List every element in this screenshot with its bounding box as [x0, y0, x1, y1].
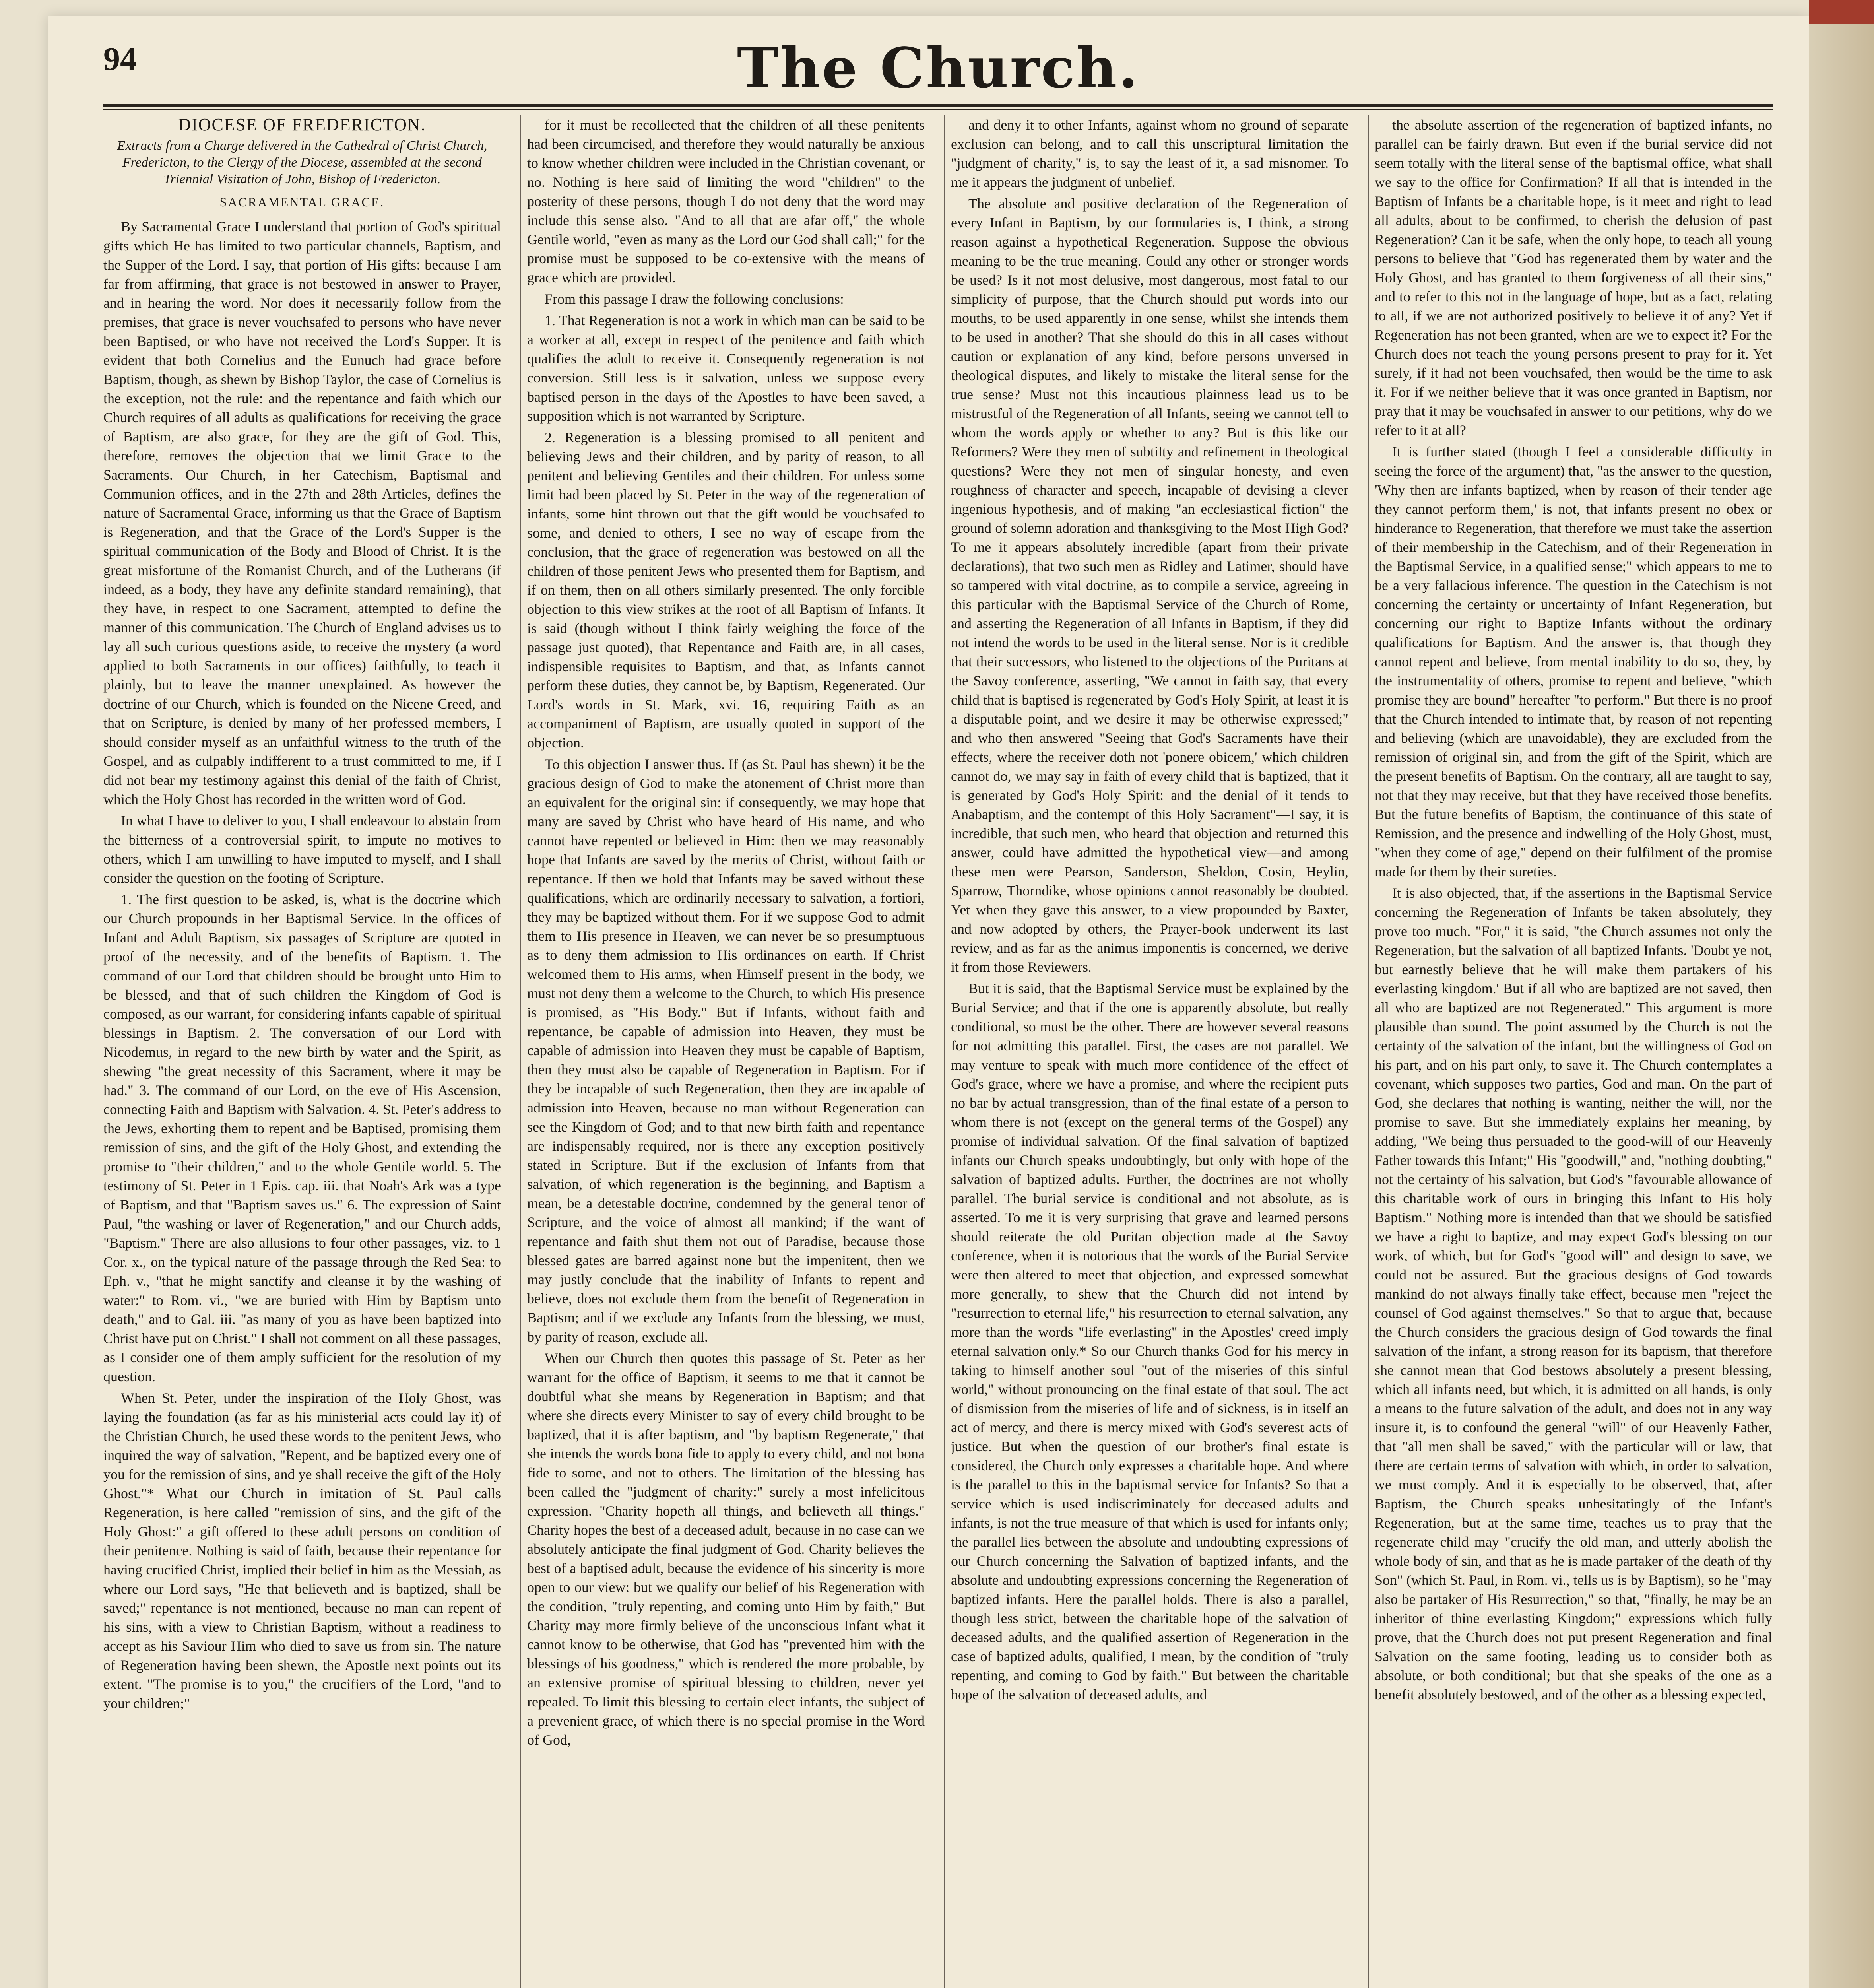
column-divider [1368, 115, 1369, 1988]
header-rule-thin [103, 109, 1773, 110]
column-divider [520, 115, 521, 1988]
article-columns [103, 115, 1773, 1988]
paragraph: When our Church then quotes this passage of St. Peter as her warrant for the office of Baptism, it seems to me that it cannot be doubtful what she means by Regeneration in Baptism; and that where she directs every Minister to say of every child brought to be baptized, that it is after baptism, and "by baptism Regenerate," that she intends the words bona fide to apply to every child, and not bona fide to some, and not to others. The limitation of the blessing has been called the "judgment of charity:" surely a most infelicitous expression. "Charity hopeth all things, and believeth all things." Charity hopes the best of a deceased adult, because in no case can we absolutely anticipate the final judgment of God. Charity believes the best of a baptised adult, because the evidence of his sincerity is more open to our view: but we qualify our belief of his Regeneration with the condition, "truly repenting, and coming unto Him by faith," But Charity may more firmly believe of the unconscious Infant what it cannot know to be otherwise, that God has "prevented him with the blessings of his goodness," which is rendered the more probable, by an extensive promise of spiritual blessing to children, never yet repealed. To limit this blessing to certain elect infants, the subject of a prevenient grace, of which there is no special promise in the Word of God, [527, 1350, 925, 1748]
column-3 [951, 115, 1348, 1988]
column-1 [103, 115, 501, 1988]
article-title: DIOCESE OF FREDERICTON. [178, 115, 426, 134]
paragraph: 1. That Regeneration is not a work in which man can be said to be a worker at all, except in respect of the penitence and faith which qualifies the adult to receive it. Consequently regeneration is not conversion. Still less is it salvation, unless we suppose every baptised person in the days of the Apostles to have been saved, a supposition which is not warranted by Scripture. [527, 313, 925, 424]
paragraph: In what I have to deliver to you, I shall endeavour to abstain from the bitterness of a controversial spirit, to impute no motives to others, which I am unwilling to have imputed to myself, and I shall consider the question on the footing of Scripture. [103, 813, 501, 886]
section-heading: SACRAMENTAL GRACE. [219, 195, 385, 209]
paragraph: the absolute assertion of the regeneration of baptized infants, no parallel can be fairly drawn. But even if the burial service did not seem totally with the literal sense of the baptismal office, what shall we say to the office for Confirmation? If all that is intended in the Baptism of Infants be a charitable hope, is it meet and right to lead all adults, about to be confirmed, to cherish the delusion of past Regeneration? Can it be safe, when the only hope, to teach all young persons to believe that "God has regenerated them by water and the Holy Ghost, and has granted to them forgiveness of all their sins," and to refer to this not in the language of hope, but as a fact, relating to all, if we are not authorized positively to believe it of any? Yet if Regeneration has not been granted, when are we to expect it? For the Church does not teach the young persons present to pray for it. Yet surely, if it had not been vouchsafed, then would be the time to ask it. For if we neither believe that it was once granted in Baptism, nor pray that it may be vouchsafed in answer to our petitions, why do we refer to it at all? [1375, 117, 1772, 438]
paragraph: It is also objected, that, if the assertions in the Baptismal Service concerning the Regeneration of Infants be taken absolutely, they prove too much. "For," it is said, "the Church assumes not only the Regeneration, but the salvation of all baptized Infants. 'Doubt ye not, but earnestly believe that he will make them partakers of his everlasting kingdom.' But if all who are baptized are not saved, then all who are baptized are not Regenerated." This argument is more plausible than sound. The point assumed by the Church is not the certainty of the salvation of the infant, but the willingness of God on his part, and on his part only, to save it. The Church contemplates a covenant, which supposes two parties, God and man. On the part of God, she declares that nothing is wanting, neither the will, nor the promise to save. But she immediately explains her meaning, by adding, "We being thus persuaded to the good-will of our Heavenly Father towards this Infant;" His "goodwill," and, "nothing doubting," not the certainty of his salvation, but God's "favourable allowance of this charitable work of ours in bringing this Infant to His holy Baptism." Nothing more is intended than that we should be satisfied we have a right to baptize, and may expect God's blessing on our work, of which, but for God's "good will" and design to save, we could not be assured. But the gracious designs of God towards mankind do not always finally take effect, because men "reject the counsel of God against themselves." So that to argue that, because the Church considers the gracious design of God towards the final salvation of the infant, a strong reason for its baptism, that therefore she cannot mean that God bestows absolutely a present blessing, which all infants need, but which, it is admitted on all hands, is only a means to the future salvation of the adult, and does not in any way insure it, is to confound the general "will" of our Heavenly Father, that "all men shall be saved," with the particular will or law, that there are certain terms of salvation with which, in order to salvation, we must comply. And it is especially to be observed, that, after Baptism, the Church speaks unhesitatingly of the Infant's Regeneration, but at the same time, teaches us to pray that the regenerate child may "crucify the old man, and utterly abolish the whole body of sin, and that as he is made partaker of the death of thy Son" (which St. Paul, in Rom. vi., tells us is by Baptism), so he "may also be partaker of His Resurrection," so that, "finally, he may be an inheritor of thine everlasting Kingdom;" expressions which fully prove, that the Church does not put present Regeneration and final Salvation on the same footing, leading us to consider both as absolute, or both conditional; but that she speaks of the one as a benefit absolutely bestowed, and of the other as a blessing expected, [1375, 885, 1772, 1703]
adjacent-page-edge [1809, 0, 1874, 1988]
paragraph: When St. Peter, under the inspiration of the Holy Ghost, was laying the foundation (as far as his ministerial acts could lay it) of the Christian Church, he used these words to the penitent Jews, who inquired the way of salvation, "Repent, and be baptized every one of you for the remission of sins, and ye shall receive the gift of the Holy Ghost."* What our Church in imitation of St. Paul calls Regeneration, is here called "remission of sins, and the gift of the Holy Ghost:" a gift offered to these adult persons on condition of their penitence. Nothing is said of faith, because their repentance for having crucified Christ, implied their belief in him as the Messiah, as where our Lord says, "He that believeth and is baptized, shall be saved;" repentance is not mentioned, because no man can repent of his sins, with a view to Christian Baptism, without a readiness to accept as his Saviour Him who died to save us from sin. The nature of Regeneration having been shewn, the Apostle next points out its extent. "The promise is to you," the crucifiers of the Lord, "and to your children;" [103, 1390, 501, 1711]
paragraph: The absolute and positive declaration of the Regeneration of every Infant in Baptism, by our formularies is, I think, a strong reason against a hypothetical Regeneration. Suppose the obvious meaning to be the true meaning. Could any other or stronger words be used? Is it not most delusive, most dangerous, most fatal to our simplicity of purpose, that the Church should put words into our mouths, to be used apparently in one sense, whilst she intends them to be used in another? That she should do this in all cases without caution or explanation of any kind, before persons unversed in theological disputes, and likely to mistake the literal sense for the true sense? Must not this incautious plainness lead us to be mistrustful of the Regeneration of all Infants, seeing we cannot tell to whom the words apply or whether to any? But is this like our Reformers? Were they men of subtilty and refinement in theological questions? Were they not men of singular honesty, and even roughness of character and speech, incapable of devising a clever ingenious hypothesis, and of making "an ecclesiastical fiction" the ground of solemn adoration and thanksgiving to the Most High God? To me it appears absolutely incredible (apart from their private declarations), that two such men as Ridley and Latimer, should have so tampered with vital doctrine, as to compile a service, agreeing in this particular with the Baptismal Service of the Church of Rome, and asserting the Regeneration of all Infants in Baptism, if they did not intend the words to be used in the literal sense. Nor is it credible that their successors, who listened to the objections of the Puritans at the Savoy conference, asserting, "We cannot in faith say, that every child that is baptised is regenerated by God's Holy Spirit, at least it is a disputable point, and we desire it may be otherwise expressed;" and who then answered "Seeing that God's Sacraments have their effects, where the receiver doth not 'ponere obicem,' which children cannot do, we may say in faith of every child that is baptized, that it is generated by God's Holy Spirit: and the denial of it tends to Anabaptism, and the contempt of this Holy Sacrament"—I say, it is incredible, that such men, who heard that objection and returned this answer, could have admitted the hypothetical view—and among these men were Pearson, Sanderson, Sheldon, Cosin, Heylin, Sparrow, Thorndike, whose opinions cannot reasonably be doubted. Yet when they gave this answer, to a view propounded by Baxter, and now adopted by others, the Prayer-book underwent its last review, and as far as the animus imponentis is concerned, we derive it from those Reviewers. [951, 196, 1348, 975]
article-subtitle: Extracts from a Charge delivered in the Cathedral of Christ Church, Fredericton, to the Clergy of the Diocese, assembled at the second Triennial Visitation of John, Bishop of Fredericton. [117, 138, 487, 186]
masthead-title: The Church. [737, 36, 1140, 101]
paragraph: But it is said, that the Baptismal Service must be explained by the Burial Service; and that if the one is apparently absolute, but really conditional, so must be the other. There are however several reasons for not admitting this parallel. First, the cases are not parallel. We may venture to speak with much more confidence of the effect of God's grace, where we have a promise, and where the recipient puts no bar by actual transgression, than of the final estate of a person to whom there is not (except on the general terms of the Gospel) any promise of individual salvation. Of the final salvation of baptized infants our Church speaks undoubtingly, but only with hope of the salvation of baptized adults. Further, the doctrines are not wholly parallel. The burial service is conditional and not absolute, as is asserted. To me it is very surprising that grave and learned persons should reiterate the old Puritan objection made at the Savoy conference, when it is notorious that the words of the Burial Service were then altered to meet that objection, and expressed somewhat more generally, to shew that the Church did not intend by "resurrection to eternal life," his resurrection to eternal salvation, any more than the words "life everlasting" in the Apostles' creed imply eternal salvation only.* So our Church thanks God for his mercy in taking to himself another soul "out of the miseries of this sinful world," without pronouncing on the final estate of that soul. The act of dismission from the miseries of life and of sickness, is in itself an act of mercy, and there is mercy mixed with God's severest acts of justice. But when the question of our brother's final estate is considered, the Church only expresses a charitable hope. And where is the parallel to this in the baptismal service for Infants? So that a service which is used indiscriminately for deceased adults and infants, is not the true measure of that which is used for infants only; the parallel lies between the absolute and undoubting expressions of our Church concerning the Salvation of baptized infants, and the absolute and undoubting expressions concerning the Regeneration of baptized infants. Here the parallel holds. There is also a parallel, though less strict, between the charitable hope of the salvation of deceased adults, and the qualified assertion of Regeneration in the case of baptized adults, qualified, I mean, by the condition of "truly repenting, and coming to God by faith." But between the charitable hope of the salvation of deceased adults, and [951, 980, 1348, 1703]
paragraph: and deny it to other Infants, against whom no ground of separate exclusion can belong, and to call this unscriptural limitation the "judgment of charity," is, to say the least of it, a sad misnomer. To me it appears the judgment of unbelief. [951, 117, 1348, 190]
paragraph: 1. The first question to be asked, is, what is the doctrine which our Church propounds in her Baptismal Service. In the offices of Infant and Adult Baptism, six passages of Scripture are quoted in proof of the necessity, and of the benefits of Baptism. 1. The command of our Lord that children should be brought unto Him to be blessed, and that of such children the Kingdom of God is composed, as our warrant, for considering infants capable of spiritual blessings in Baptism. 2. The conversation of our Lord with Nicodemus, in regard to the new birth by water and the Spirit, as shewing "the great necessity of this Sacrament, where it may be had." 3. The command of our Lord, on the eve of His Ascension, connecting Faith and Baptism with Salvation. 4. St. Peter's address to the Jews, exhorting them to repent and be Baptised, promising them remission of sins, and the gift of the Holy Ghost, and extending the promise to "their children," and to the whole Gentile world. 5. The testimony of St. Peter in 1 Epis. cap. iii. that Noah's Ark was a type of Baptism, and that "Baptism saves us." 6. The expression of Saint Paul, "the washing or laver of Regeneration," and our Church adds, "Baptism." There are also allusions to four other passages, viz. to 1 Cor. x., on the typical nature of the passage through the Red Sea: to Eph. v., "that he might sanctify and cleanse it by the washing of water:" to Rom. vi., "we are buried with Him by Baptism unto death," and to Gal. iii. "as many of you as have been baptized into Christ have put on Christ." I shall not comment on all these passages, as I consider one of them amply sufficient for the resolution of my question. [103, 891, 501, 1384]
column-2 [527, 115, 925, 1988]
page-number: 94 [103, 41, 137, 78]
paragraph: for it must be recollected that the children of all these penitents had been circumcised, and therefore they would naturally be anxious to know whether children were included in the Christian covenant, or no. Nothing is here said of limiting the word "children" to the posterity of these persons, though I do not deny that the word may include this sense also. "And to all that are afar off," the whole Gentile world, "even as many as the Lord our God shall call;" for the promise must be supposed to be co-extensive with the means of grace which are provided. [527, 117, 925, 285]
paragraph: From this passage I draw the following conclusions: [545, 291, 844, 307]
page-header [103, 32, 1773, 103]
column-divider [944, 115, 945, 1988]
paragraph: By Sacramental Grace I understand that portion of God's spiritual gifts which He has limited to two particular channels, Baptism, and the Supper of the Lord. I say, that portion of His gifts: because I am far from affirming, that grace is not bestowed in answer to Prayer, and in hearing the word. Nor does it necessarily follow from the premises, that grace is never vouchsafed to persons who have never been Baptised, or who have not received the Lord's Supper. It is evident that both Cornelius and the Eunuch had grace before Baptism, though, as shewn by Bishop Taylor, the case of Cornelius is the exception, not the rule: and the repentance and faith which our Church requires of all adults as qualifications for receiving the grace of Baptism, are also grace, for they are the gift of God. This, therefore, removes the objection that we limit Grace to the Sacraments. Our Church, in her Catechism, Baptismal and Communion offices, and in the 27th and 28th Articles, defines the nature of Sacramental Grace, informing us that the Grace of Baptism is Regeneration, and that the Grace of the Lord's Supper is the spiritual communication of the Body and Blood of Christ. It is the great misfortune of the Romanist Church, and of the Lutherans (if indeed, as a body, they have any definite standard remaining), that they have, in respect to one Sacrament, attempted to define the manner of this communication. The Church of England advises us to lay all such curious questions aside, to receive the mystery (a word applied to both Sacraments in our offices) faithfully, to teach it plainly, but to leave the manner unexplained. As however the doctrine of our Church, which is founded on the Nicene Creed, and that on Scripture, is denied by many of her professed members, I should consider myself as an unfaithful witness to the truth of the Gospel, and as culpably indifferent to a trust committed to me, if I did not bear my testimony against this denial of the faith of Christ, which the Holy Ghost has recorded in the written word of God. [103, 219, 501, 807]
paragraph: To this objection I answer thus. If (as St. Paul has shewn) it be the gracious design of God to make the atonement of Christ more than an equivalent for the original sin: if consequently, we may hope that many are saved by Christ who have heard of His name, and who cannot have repented or believed in Him: then we may reasonably hope that Infants are saved by the merits of Christ, without faith or repentance. If then we hold that Infants may be saved without these qualifications, which are ordinarily necessary to salvation, a fortiori, they may be baptized without them. For if we suppose God to admit them to His presence in Heaven, we can never be so presumptuous as to deny them admission to His ordinances on earth. If Christ welcomed them to His arms, when Himself present in the body, we must not deny them a welcome to the Church, to which His presence is promised, as "His Body." But if Infants, without faith and repentance, be capable of admission into Heaven, they must be capable of admission into Heaven they must be capable of Baptism, then they must also be capable of Regeneration in Baptism. For if they be incapable of such Regeneration, then they are incapable of admission into Heaven, because no man without Regeneration can see the Kingdom of God; and to that new birth faith and repentance are indispensably required, nor is there any exception positively stated in Scripture. But if the exclusion of Infants from that salvation, of which regeneration is the beginning, and Baptism a mean, be a detestable doctrine, condemned by the general tenor of Scripture, and the voice of almost all mankind; if the want of repentance and faith shut them not out of Paradise, because those blessed gates are barred against none but the impenitent, then we may justly conclude that the inability of Infants to repent and believe, does not exclude them from the benefit of Regeneration in Baptism; and if we exclude any Infants from the blessing, we must, by parity of reason, exclude all. [527, 756, 925, 1345]
paragraph: It is further stated (though I feel a considerable difficulty in seeing the force of the argument) that, "as the answer to the question, 'Why then are infants baptized, when by reason of their tender age they cannot perform them,' is not, that infants present no obex or hinderance to Regeneration, that therefore we must take the assertion of their membership in the Catechism, and of their Regeneration in the Baptismal Service, in a qualified sense;" which appears to me to be a very fallacious inference. The question in the Catechism is not concerning the certainty or uncertainty of Infant Regeneration, but concerning our right to Baptize Infants without the ordinary qualifications for Baptism. And the answer is, that though they cannot repent and believe, from mental inability to do so, they, by the instrumentality of others, promise to repent and believe, "which promise they are bound" hereafter "to perform." But there is no proof that the Church intended to intimate that, by reason of not repenting and believing (which are unavoidable), they are excluded from the remission of original sin, and from the gift of the Spirit, which are the present benefits of Baptism. On the contrary, all are taught to say, not that they may receive, but that they have received those benefits. But the future benefits of Baptism, the continuance of this state of Remission, and the presence and indwelling of the Holy Ghost, must, "when they come of age," depend on their fulfilment of the promise made for them by their sureties. [1375, 444, 1772, 879]
column-4 [1375, 115, 1772, 1988]
paragraph: 2. Regeneration is a blessing promised to all penitent and believing Jews and their children, and by parity of reason, to all penitent and believing Gentiles and their children. For unless some limit had been placed by St. Peter in the way of the regeneration of infants, some hint thrown out that the gift would be vouchsafed to some, and denied to others, I see no way of escape from the conclusion, that the grace of regeneration was bestowed on all the children of those penitent Jews who presented them for Baptism, and if on them, then on all others similarly presented. The only forcible objection to this view strikes at the root of all Baptism of Infants. It is said (though without I think fairly weighing the force of the passage just quoted), that Repentance and Faith are, in all cases, indispensible requisites to Baptism, and that, as Infants cannot perform these duties, they cannot be, by Baptism, Regenerated. Our Lord's words in St. Mark, xvi. 16, requiring Faith as an accompaniment of Baptism, are usually quoted in support of the objection. [527, 429, 925, 751]
header-rule [103, 104, 1773, 107]
binding-edge [1809, 0, 1874, 24]
